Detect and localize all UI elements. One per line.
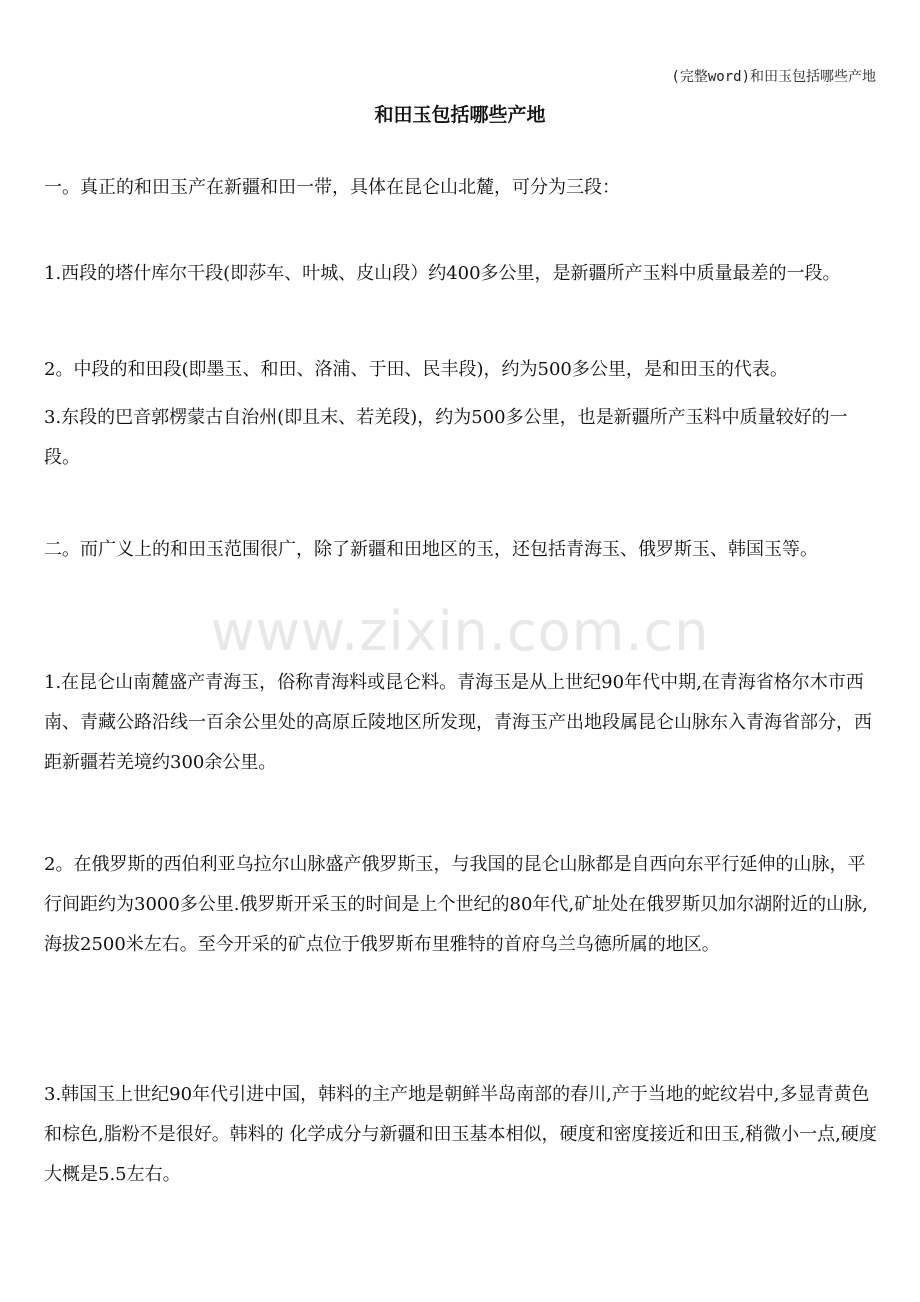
- paragraph-east-section: 3.东段的巴音郭楞蒙古自治州(即且末、若羌段)，约为500多公里，也是新疆所产玉料中质量较好的一段。: [44, 407, 848, 468]
- paragraph-west-section: 1.西段的塔什库尔干段(即莎车、叶城、皮山段）约400多公里，是新疆所产玉料中质量最差的一段。: [44, 263, 841, 284]
- document-title: 和田玉包括哪些产地: [374, 104, 546, 126]
- header-note: (完整word)和田玉包括哪些产地: [671, 69, 876, 85]
- section-one-intro: 一。真正的和田玉产在新疆和田一带，具体在昆仑山北麓，可分为三段：: [44, 177, 620, 198]
- section-two-intro: 二。而广义上的和田玉范围很广，除了新疆和田地区的玉，还包括青海玉、俄罗斯玉、韩国玉等。: [44, 539, 818, 560]
- paragraph-russian-jade: 2。在俄罗斯的西伯利亚乌拉尔山脉盛产俄罗斯玉，与我国的昆仑山脉都是自西向东平行延伸的山脉，平行间距约为3000多公里.俄罗斯开采玉的时间是上个世纪的80年代,矿址处在俄罗斯贝加尔湖附近的山脉,海拔2500米左右。至今开采的矿点位于俄罗斯布里雅特的首府乌兰乌德所属的地区。: [44, 854, 868, 955]
- watermark: www.zixin.com.cn: [210, 600, 710, 663]
- paragraph-middle-section: 2。中段的和田段(即墨玉、和田、洛浦、于田、民丰段)，约为500多公里，是和田玉的代表。: [44, 359, 788, 380]
- paragraph-korean-jade: 3.韩国玉上世纪90年代引进中国，韩料的主产地是朝鲜半岛南部的春川,产于当地的蛇纹岩中,多显青黄色和棕色,脂粉不是很好。韩料的 化学成分与新疆和田玉基本相似，硬度和密度接近和田玉,稍微小一点,硬度大概是5.5左右。: [44, 1084, 877, 1185]
- paragraph-qinghai-jade: 1.在昆仑山南麓盛产青海玉，俗称青海料或昆仑料。青海玉是从上世纪90年代中期,在青海省格尔木市西南、青藏公路沿线一百余公里处的高原丘陵地区所发现，青海玉产出地段属昆仑山脉东入青海省部分，西距新疆若羌境约300余公里。: [44, 672, 872, 773]
